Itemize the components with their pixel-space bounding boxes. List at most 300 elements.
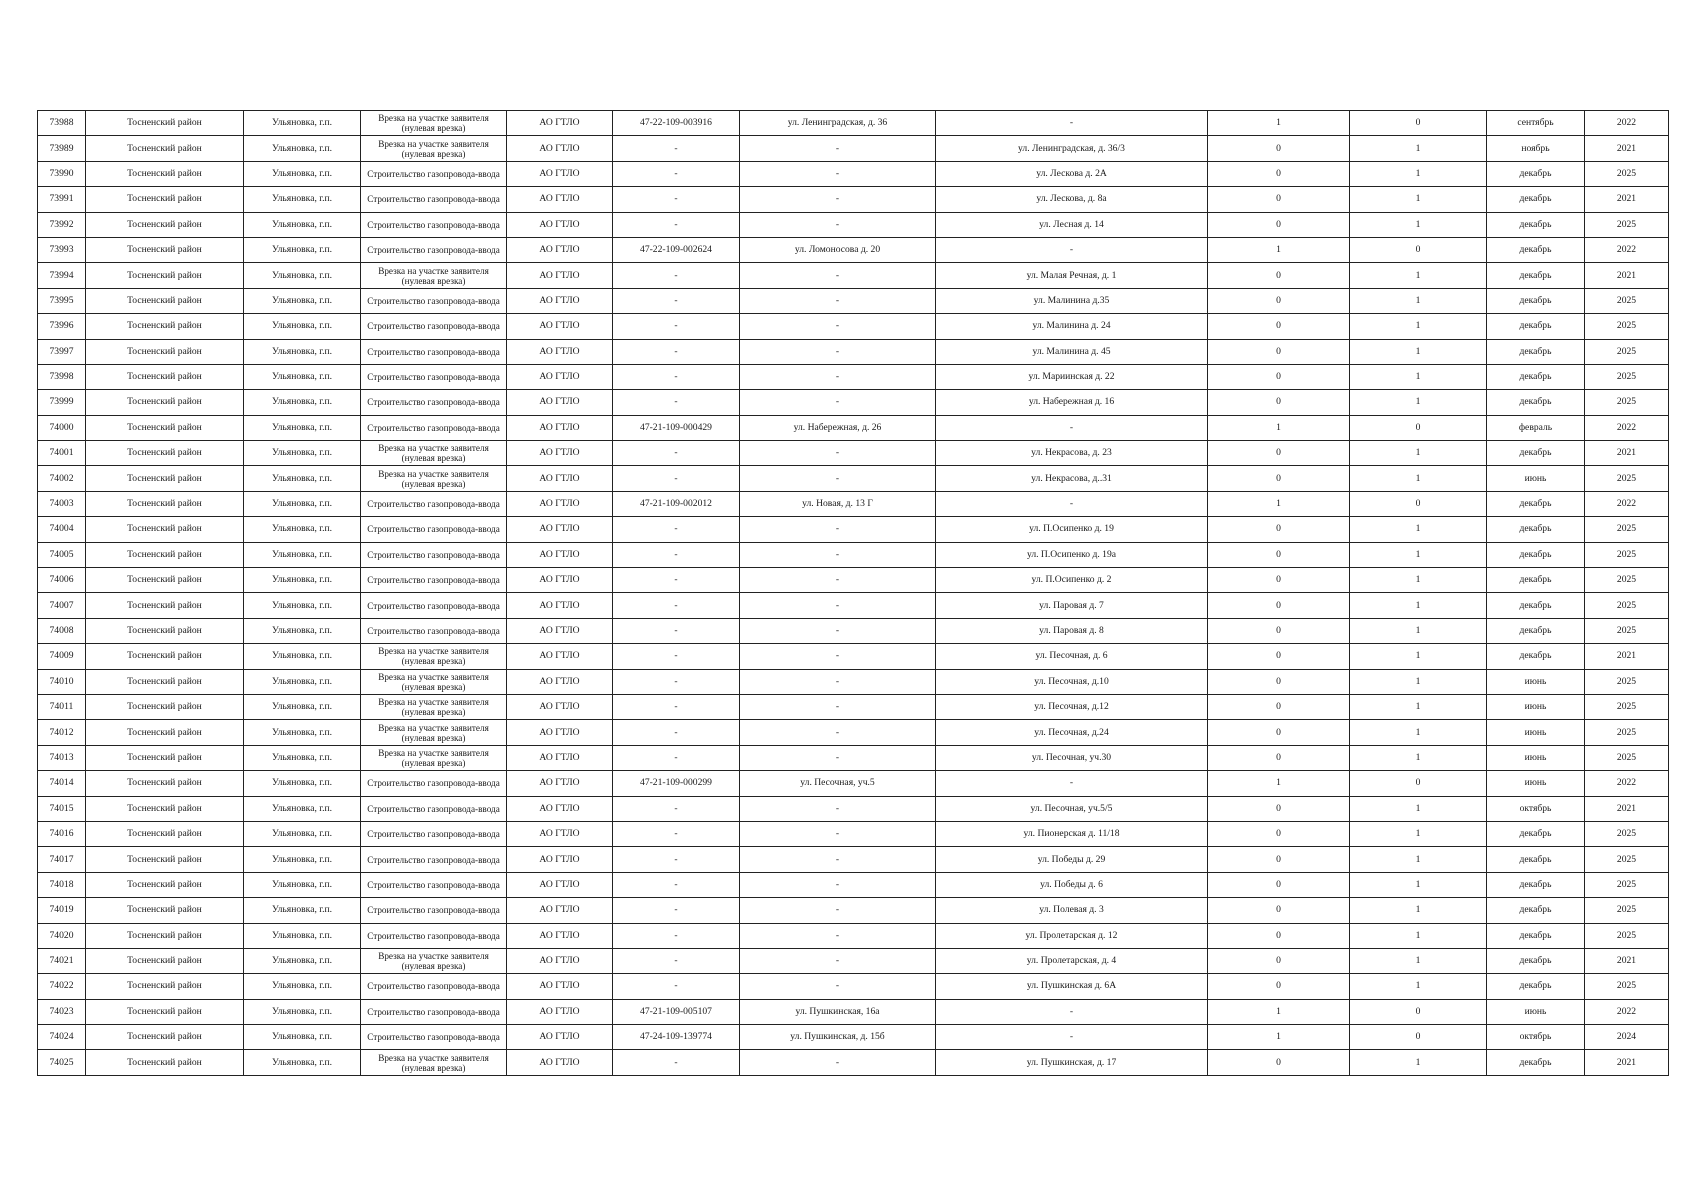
alt-address-cell: ул. Песочная, уч.30 [936,745,1208,770]
month-cell: декабрь [1487,644,1585,669]
alt-address-cell: ул. Песочная, д.24 [936,720,1208,745]
work-type-cell: Врезка на участке заявителя (нулевая врезка) [361,644,507,669]
organization-cell: АО ГТЛО [507,441,613,466]
work-type-cell: Врезка на участке заявителя (нулевая врезка) [361,720,507,745]
settlement-cell: Ульяновка, г.п. [244,136,361,161]
cadastral-number-cell: - [613,821,740,846]
cadastral-number-cell: - [613,568,740,593]
organization-cell: АО ГТЛО [507,339,613,364]
flag-a-cell: 0 [1208,821,1350,846]
year-cell: 2025 [1585,593,1669,618]
cadastral-number-cell: - [613,466,740,491]
flag-a-cell: 1 [1208,999,1350,1024]
organization-cell: АО ГТЛО [507,568,613,593]
record-id-cell: 74022 [38,974,86,999]
table-row [38,796,1669,821]
flag-b-cell: 1 [1350,136,1487,161]
table-row [38,923,1669,948]
district-cell: Тосненский район [86,314,244,339]
cadastral-number-cell: - [613,263,740,288]
alt-address-cell: ул. Некрасова, д..31 [936,466,1208,491]
work-type-cell: Строительство газопровода-ввода [361,390,507,415]
year-cell: 2025 [1585,847,1669,872]
year-cell: 2025 [1585,720,1669,745]
year-cell: 2021 [1585,796,1669,821]
flag-b-cell: 1 [1350,644,1487,669]
organization-cell: АО ГТЛО [507,364,613,389]
year-cell: 2025 [1585,212,1669,237]
settlement-cell: Ульяновка, г.п. [244,466,361,491]
month-cell: декабрь [1487,821,1585,846]
alt-address-cell: ул. Паровая д. 8 [936,618,1208,643]
year-cell: 2025 [1585,466,1669,491]
flag-a-cell: 0 [1208,1050,1350,1075]
alt-address-cell: ул. Ленинградская, д. 36/3 [936,136,1208,161]
settlement-cell: Ульяновка, г.п. [244,923,361,948]
flag-a-cell: 0 [1208,974,1350,999]
month-cell: декабрь [1487,187,1585,212]
work-type-cell: Строительство газопровода-ввода [361,415,507,440]
district-cell: Тосненский район [86,187,244,212]
settlement-cell: Ульяновка, г.п. [244,1050,361,1075]
record-id-cell: 73992 [38,212,86,237]
settlement-cell: Ульяновка, г.п. [244,364,361,389]
district-cell: Тосненский район [86,847,244,872]
flag-b-cell: 1 [1350,517,1487,542]
month-cell: октябрь [1487,796,1585,821]
settlement-cell: Ульяновка, г.п. [244,974,361,999]
month-cell: ноябрь [1487,136,1585,161]
alt-address-cell: - [936,771,1208,796]
cadastral-number-cell: - [613,517,740,542]
table-row [38,339,1669,364]
alt-address-cell: ул. Пролетарская, д. 4 [936,948,1208,973]
district-cell: Тосненский район [86,720,244,745]
month-cell: декабрь [1487,1050,1585,1075]
organization-cell: АО ГТЛО [507,263,613,288]
settlement-cell: Ульяновка, г.п. [244,314,361,339]
district-cell: Тосненский район [86,390,244,415]
flag-b-cell: 1 [1350,948,1487,973]
work-type-cell: Строительство газопровода-ввода [361,898,507,923]
alt-address-cell: ул. Малая Речная, д. 1 [936,263,1208,288]
organization-cell: АО ГТЛО [507,720,613,745]
year-cell: 2025 [1585,390,1669,415]
organization-cell: АО ГТЛО [507,923,613,948]
record-id-cell: 73991 [38,187,86,212]
settlement-cell: Ульяновка, г.п. [244,568,361,593]
alt-address-cell: ул. Пушкинская д. 6А [936,974,1208,999]
settlement-cell: Ульяновка, г.п. [244,263,361,288]
organization-cell: АО ГТЛО [507,847,613,872]
record-id-cell: 74001 [38,441,86,466]
alt-address-cell: ул. Победы д. 6 [936,872,1208,897]
organization-cell: АО ГТЛО [507,745,613,770]
district-cell: Тосненский район [86,974,244,999]
district-cell: Тосненский район [86,568,244,593]
work-type-cell: Врезка на участке заявителя (нулевая врезка) [361,745,507,770]
district-cell: Тосненский район [86,1050,244,1075]
month-cell: июнь [1487,720,1585,745]
cadastral-number-cell: 47-24-109-139774 [613,1025,740,1050]
record-id-cell: 74004 [38,517,86,542]
alt-address-cell: ул. Лескова д. 2А [936,161,1208,186]
year-cell: 2021 [1585,441,1669,466]
flag-a-cell: 0 [1208,872,1350,897]
cadastral-number-cell: - [613,694,740,719]
address-cell: - [740,187,936,212]
cadastral-number-cell: 47-21-109-002012 [613,491,740,516]
flag-a-cell: 1 [1208,415,1350,440]
flag-a-cell: 0 [1208,745,1350,770]
year-cell: 2025 [1585,872,1669,897]
table-row [38,161,1669,186]
flag-b-cell: 1 [1350,593,1487,618]
flag-b-cell: 1 [1350,847,1487,872]
month-cell: октябрь [1487,1025,1585,1050]
work-type-cell: Строительство газопровода-ввода [361,491,507,516]
flag-a-cell: 0 [1208,339,1350,364]
address-cell: - [740,821,936,846]
cadastral-number-cell: - [613,314,740,339]
record-id-cell: 74016 [38,821,86,846]
table-row [38,517,1669,542]
district-cell: Тосненский район [86,466,244,491]
alt-address-cell: ул. Пушкинская, д. 17 [936,1050,1208,1075]
month-cell: декабрь [1487,923,1585,948]
work-type-cell: Строительство газопровода-ввода [361,212,507,237]
address-cell: - [740,872,936,897]
record-id-cell: 74005 [38,542,86,567]
work-type-cell: Строительство газопровода-ввода [361,771,507,796]
year-cell: 2022 [1585,491,1669,516]
cadastral-number-cell: - [613,187,740,212]
table-row [38,491,1669,516]
work-type-cell: Строительство газопровода-ввода [361,339,507,364]
cadastral-number-cell: - [613,847,740,872]
flag-a-cell: 0 [1208,314,1350,339]
work-type-cell: Строительство газопровода-ввода [361,923,507,948]
year-cell: 2025 [1585,339,1669,364]
work-type-cell: Строительство газопровода-ввода [361,517,507,542]
month-cell: июнь [1487,771,1585,796]
organization-cell: АО ГТЛО [507,1050,613,1075]
flag-b-cell: 1 [1350,694,1487,719]
year-cell: 2025 [1585,898,1669,923]
alt-address-cell: ул. Пролетарская д. 12 [936,923,1208,948]
flag-b-cell: 0 [1350,491,1487,516]
alt-address-cell: ул. Песочная, д.12 [936,694,1208,719]
record-id-cell: 73997 [38,339,86,364]
year-cell: 2025 [1585,745,1669,770]
settlement-cell: Ульяновка, г.п. [244,999,361,1024]
record-id-cell: 73999 [38,390,86,415]
flag-a-cell: 0 [1208,288,1350,313]
organization-cell: АО ГТЛО [507,999,613,1024]
cadastral-number-cell: 47-22-109-003916 [613,111,740,136]
address-cell: ул. Песочная, уч.5 [740,771,936,796]
table-row [38,694,1669,719]
district-cell: Тосненский район [86,415,244,440]
year-cell: 2025 [1585,568,1669,593]
cadastral-number-cell: 47-22-109-002624 [613,237,740,262]
address-cell: - [740,948,936,973]
year-cell: 2025 [1585,669,1669,694]
cadastral-number-cell: - [613,212,740,237]
flag-b-cell: 0 [1350,1025,1487,1050]
flag-a-cell: 0 [1208,644,1350,669]
table-row [38,847,1669,872]
address-cell: - [740,1050,936,1075]
alt-address-cell: ул. Лесная д. 14 [936,212,1208,237]
district-cell: Тосненский район [86,618,244,643]
table-row [38,212,1669,237]
flag-b-cell: 0 [1350,999,1487,1024]
record-id-cell: 74003 [38,491,86,516]
year-cell: 2022 [1585,415,1669,440]
record-id-cell: 74019 [38,898,86,923]
address-cell: - [740,644,936,669]
month-cell: декабрь [1487,212,1585,237]
flag-a-cell: 0 [1208,441,1350,466]
table-row [38,1050,1669,1075]
settlement-cell: Ульяновка, г.п. [244,415,361,440]
work-type-cell: Врезка на участке заявителя (нулевая врезка) [361,136,507,161]
record-id-cell: 74015 [38,796,86,821]
alt-address-cell: ул. Лескова, д. 8а [936,187,1208,212]
flag-b-cell: 1 [1350,745,1487,770]
district-cell: Тосненский район [86,821,244,846]
table-row [38,618,1669,643]
flag-a-cell: 0 [1208,390,1350,415]
cadastral-number-cell: - [613,796,740,821]
flag-a-cell: 0 [1208,618,1350,643]
organization-cell: АО ГТЛО [507,948,613,973]
address-cell: - [740,542,936,567]
flag-b-cell: 1 [1350,974,1487,999]
table-row [38,593,1669,618]
work-type-cell: Врезка на участке заявителя (нулевая врезка) [361,669,507,694]
cadastral-number-cell: - [613,974,740,999]
organization-cell: АО ГТЛО [507,618,613,643]
district-cell: Тосненский район [86,491,244,516]
alt-address-cell: ул. Пионерская д. 11/18 [936,821,1208,846]
table-row [38,720,1669,745]
month-cell: февраль [1487,415,1585,440]
year-cell: 2025 [1585,288,1669,313]
table-row [38,466,1669,491]
organization-cell: АО ГТЛО [507,136,613,161]
district-cell: Тосненский район [86,593,244,618]
flag-b-cell: 1 [1350,390,1487,415]
cadastral-number-cell: 47-21-109-005107 [613,999,740,1024]
month-cell: июнь [1487,745,1585,770]
organization-cell: АО ГТЛО [507,593,613,618]
cadastral-number-cell: - [613,872,740,897]
record-id-cell: 74018 [38,872,86,897]
address-cell: - [740,720,936,745]
table-row [38,974,1669,999]
settlement-cell: Ульяновка, г.п. [244,872,361,897]
work-type-cell: Строительство газопровода-ввода [361,847,507,872]
year-cell: 2025 [1585,517,1669,542]
district-cell: Тосненский район [86,923,244,948]
alt-address-cell: ул. Победы д. 29 [936,847,1208,872]
settlement-cell: Ульяновка, г.п. [244,161,361,186]
flag-a-cell: 1 [1208,771,1350,796]
cadastral-number-cell: - [613,669,740,694]
address-cell: ул. Пушкинская, 16а [740,999,936,1024]
flag-a-cell: 0 [1208,517,1350,542]
year-cell: 2021 [1585,644,1669,669]
cadastral-number-cell: - [613,288,740,313]
flag-b-cell: 1 [1350,898,1487,923]
settlement-cell: Ульяновка, г.п. [244,618,361,643]
month-cell: декабрь [1487,872,1585,897]
table-row [38,644,1669,669]
address-cell: - [740,568,936,593]
flag-b-cell: 1 [1350,923,1487,948]
settlement-cell: Ульяновка, г.п. [244,898,361,923]
organization-cell: АО ГТЛО [507,644,613,669]
settlement-cell: Ульяновка, г.п. [244,948,361,973]
record-id-cell: 73989 [38,136,86,161]
table-row [38,542,1669,567]
flag-b-cell: 0 [1350,771,1487,796]
organization-cell: АО ГТЛО [507,796,613,821]
address-cell: ул. Набережная, д. 26 [740,415,936,440]
alt-address-cell: ул. Мариинская д. 22 [936,364,1208,389]
district-cell: Тосненский район [86,694,244,719]
cadastral-number-cell: - [613,618,740,643]
year-cell: 2025 [1585,821,1669,846]
record-id-cell: 74017 [38,847,86,872]
flag-b-cell: 1 [1350,720,1487,745]
flag-b-cell: 1 [1350,364,1487,389]
year-cell: 2025 [1585,618,1669,643]
work-type-cell: Строительство газопровода-ввода [361,796,507,821]
table-row [38,771,1669,796]
address-cell: - [740,517,936,542]
table-row [38,745,1669,770]
alt-address-cell: - [936,237,1208,262]
organization-cell: АО ГТЛО [507,517,613,542]
work-type-cell: Строительство газопровода-ввода [361,364,507,389]
cadastral-number-cell: - [613,948,740,973]
year-cell: 2021 [1585,1050,1669,1075]
table-row [38,1025,1669,1050]
cadastral-number-cell: - [613,644,740,669]
month-cell: декабрь [1487,237,1585,262]
record-id-cell: 74008 [38,618,86,643]
month-cell: декабрь [1487,568,1585,593]
alt-address-cell: - [936,999,1208,1024]
alt-address-cell: ул. Песочная, уч.5/5 [936,796,1208,821]
work-type-cell: Врезка на участке заявителя (нулевая врезка) [361,466,507,491]
alt-address-cell: ул. Малинина д.35 [936,288,1208,313]
settlement-cell: Ульяновка, г.п. [244,847,361,872]
month-cell: декабрь [1487,339,1585,364]
table-row [38,136,1669,161]
address-cell: - [740,745,936,770]
settlement-cell: Ульяновка, г.п. [244,694,361,719]
alt-address-cell: ул. Песочная, д. 6 [936,644,1208,669]
month-cell: декабрь [1487,390,1585,415]
year-cell: 2021 [1585,263,1669,288]
table-row [38,237,1669,262]
district-cell: Тосненский район [86,644,244,669]
organization-cell: АО ГТЛО [507,314,613,339]
cadastral-number-cell: - [613,390,740,415]
settlement-cell: Ульяновка, г.п. [244,745,361,770]
settlement-cell: Ульяновка, г.п. [244,542,361,567]
record-id-cell: 74020 [38,923,86,948]
flag-b-cell: 1 [1350,796,1487,821]
year-cell: 2022 [1585,771,1669,796]
settlement-cell: Ульяновка, г.п. [244,720,361,745]
year-cell: 2025 [1585,694,1669,719]
record-id-cell: 74021 [38,948,86,973]
record-id-cell: 73990 [38,161,86,186]
address-cell: - [740,390,936,415]
table-row [38,364,1669,389]
cadastral-number-cell: - [613,720,740,745]
table-row [38,821,1669,846]
year-cell: 2021 [1585,187,1669,212]
flag-a-cell: 0 [1208,923,1350,948]
record-id-cell: 73994 [38,263,86,288]
settlement-cell: Ульяновка, г.п. [244,796,361,821]
table-row [38,568,1669,593]
address-cell: - [740,339,936,364]
work-type-cell: Врезка на участке заявителя (нулевая врезка) [361,263,507,288]
district-cell: Тосненский район [86,745,244,770]
table-row [38,187,1669,212]
alt-address-cell: - [936,111,1208,136]
work-type-cell: Строительство газопровода-ввода [361,187,507,212]
flag-b-cell: 1 [1350,466,1487,491]
record-id-cell: 74025 [38,1050,86,1075]
flag-a-cell: 1 [1208,1025,1350,1050]
alt-address-cell: ул. Набережная д. 16 [936,390,1208,415]
settlement-cell: Ульяновка, г.п. [244,1025,361,1050]
month-cell: декабрь [1487,161,1585,186]
flag-a-cell: 0 [1208,187,1350,212]
month-cell: июнь [1487,466,1585,491]
year-cell: 2021 [1585,948,1669,973]
record-id-cell: 74006 [38,568,86,593]
settlement-cell: Ульяновка, г.п. [244,441,361,466]
flag-b-cell: 1 [1350,441,1487,466]
flag-b-cell: 1 [1350,339,1487,364]
record-id-cell: 74012 [38,720,86,745]
table-body [38,111,1669,1076]
flag-b-cell: 1 [1350,1050,1487,1075]
organization-cell: АО ГТЛО [507,415,613,440]
table-row [38,415,1669,440]
year-cell: 2022 [1585,237,1669,262]
address-cell: - [740,593,936,618]
organization-cell: АО ГТЛО [507,821,613,846]
alt-address-cell: ул. Некрасова, д. 23 [936,441,1208,466]
cadastral-number-cell: - [613,136,740,161]
flag-a-cell: 0 [1208,466,1350,491]
organization-cell: АО ГТЛО [507,491,613,516]
address-cell: - [740,314,936,339]
alt-address-cell: ул. Песочная, д.10 [936,669,1208,694]
alt-address-cell: ул. П.Осипенко д. 2 [936,568,1208,593]
address-cell: - [740,212,936,237]
